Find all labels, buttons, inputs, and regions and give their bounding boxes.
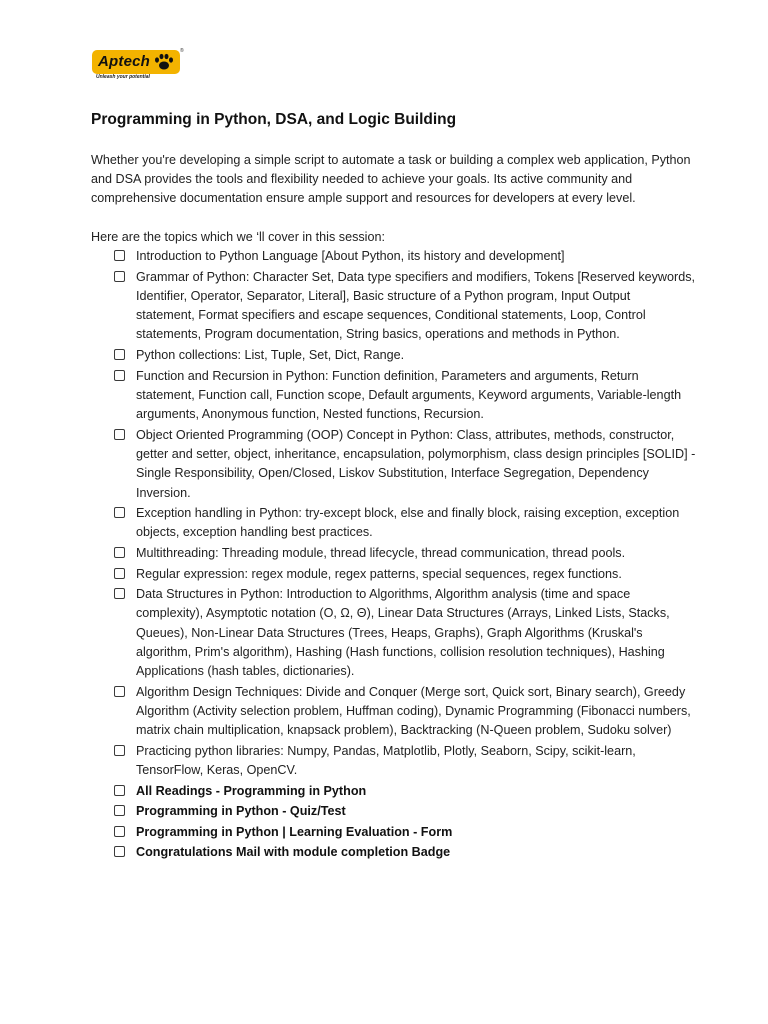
topic-text-line: statement, Function call, Function scope, Default arguments, Keyword arguments, Variable-length bbox=[136, 387, 682, 402]
topic-text-line: statements, Program documentation, String basics, operations and methods in Python. bbox=[136, 327, 620, 342]
checkbox-icon[interactable] bbox=[114, 429, 125, 440]
topic-text-line: Programming in Python - Quiz/Test bbox=[136, 804, 346, 819]
topic-text-line: TensorFlow, Keras, OpenCV. bbox=[136, 763, 298, 778]
topic-text-line: arguments, Anonymous function, Nested functions, Recursion. bbox=[136, 407, 484, 422]
checkbox-icon[interactable] bbox=[114, 588, 125, 599]
topic-item bbox=[114, 683, 754, 741]
topic-text-line: Object Oriented Programming (OOP) Concept in Python: Class, attributes, methods, constructor, bbox=[136, 427, 675, 442]
topic-item bbox=[114, 843, 754, 862]
topics-lead: Here are the topics which we ‘ll cover in this session: bbox=[91, 230, 385, 244]
topic-text-line: Regular expression: regex module, regex patterns, special sequences, regex functions. bbox=[136, 566, 622, 581]
checkbox-icon[interactable] bbox=[114, 805, 125, 816]
topic-text-line: Programming in Python | Learning Evaluation - Form bbox=[136, 824, 453, 839]
topic-text-line: Inversion. bbox=[136, 485, 191, 500]
topic-text-line: Function and Recursion in Python: Function definition, Parameters and arguments, Return bbox=[136, 368, 639, 383]
topic-item bbox=[114, 585, 754, 681]
checkbox-icon[interactable] bbox=[114, 686, 125, 697]
topic-item bbox=[114, 426, 754, 503]
topic-item bbox=[114, 802, 754, 821]
topic-text-line: Data Structures in Python: Introduction to Algorithms, Algorithm analysis (time and space bbox=[136, 587, 631, 602]
topic-text-line: Practicing python libraries: Numpy, Pandas, Matplotlib, Plotly, Seaborn, Scipy, scikit-learn, bbox=[136, 743, 636, 758]
logo-tagline: Unleash your potential bbox=[96, 74, 150, 80]
topics-checklist bbox=[114, 247, 754, 864]
checkbox-icon[interactable] bbox=[114, 846, 125, 857]
intro-paragraph bbox=[91, 151, 741, 208]
topic-text-line: Python collections: List, Tuple, Set, Dict, Range. bbox=[136, 347, 405, 362]
checkbox-icon[interactable] bbox=[114, 250, 125, 261]
topic-text-line: Algorithm (Activity selection problem, Huffman coding), Dynamic Programming (Fibonacci numbers, bbox=[136, 704, 691, 719]
checkbox-icon[interactable] bbox=[114, 507, 125, 518]
aptech-logo bbox=[90, 48, 186, 82]
topic-text-line: algorithm, Prim's algorithm), Hashing (Hash functions, collision resolution techniques), Hashing bbox=[136, 644, 665, 659]
topic-text-line: Applications (hash tables, dictionaries). bbox=[136, 664, 355, 679]
topic-item bbox=[114, 544, 754, 563]
topic-text-line: statement, Format specifiers and escape sequences, Conditional statements, Loop, Control bbox=[136, 308, 646, 323]
topic-item bbox=[114, 268, 754, 345]
checkbox-icon[interactable] bbox=[114, 547, 125, 558]
checkbox-icon[interactable] bbox=[114, 349, 125, 360]
topic-text-line: getter and setter, object, inheritance, encapsulation, polymorphism, class design principles [SOLID] - bbox=[136, 446, 696, 461]
topic-item bbox=[114, 367, 754, 425]
topic-text-line: matrix chain multiplication, knapsack problem), Backtracking (N-Queen problem, Sudoku solver) bbox=[136, 723, 672, 738]
intro-line: Whether you're developing a simple script to automate a task or building a complex web application, Python bbox=[91, 153, 691, 167]
topic-text-line: Queues), Non-Linear Data Structures (Trees, Heaps, Graphs), Graph Algorithms (Kruskal's bbox=[136, 625, 643, 640]
topic-item bbox=[114, 823, 754, 842]
topic-item bbox=[114, 346, 754, 365]
topic-text-line: Multithreading: Threading module, thread lifecycle, thread communication, thread pools. bbox=[136, 545, 626, 560]
topic-text-line: All Readings - Programming in Python bbox=[136, 783, 367, 798]
registered-mark: ® bbox=[180, 48, 184, 54]
topic-item bbox=[114, 782, 754, 801]
topic-text-line: complexity), Asymptotic notation (O, Ω, Θ), Linear Data Structures (Arrays, Linked Lists, Stacks, bbox=[136, 606, 670, 621]
checkbox-icon[interactable] bbox=[114, 568, 125, 579]
checkbox-icon[interactable] bbox=[114, 271, 125, 282]
topic-text-line: Introduction to Python Language [About Python, its history and development] bbox=[136, 249, 565, 263]
paw-icon bbox=[153, 53, 175, 71]
logo-brand-text: Aptech bbox=[98, 53, 151, 70]
intro-line: comprehensive documentation ensure ample support and resources for developers at every level. bbox=[91, 191, 636, 205]
checkbox-icon[interactable] bbox=[114, 785, 125, 796]
intro-line: and DSA provides the tools and flexibility needed to achieve your goals. Its active community and bbox=[91, 172, 633, 186]
topic-item bbox=[114, 504, 754, 543]
checkbox-icon[interactable] bbox=[114, 370, 125, 381]
topic-item bbox=[114, 565, 754, 584]
topic-text-line: Single Responsibility, Open/Closed, Liskov Substitution, Interface Segregation, Dependency bbox=[136, 466, 649, 481]
topic-text-line: objects, exception handling best practices. bbox=[136, 525, 373, 540]
topic-item bbox=[114, 247, 754, 266]
page-title: Programming in Python, DSA, and Logic Building bbox=[91, 111, 457, 128]
checkbox-icon[interactable] bbox=[114, 826, 125, 837]
topic-text-line: Grammar of Python: Character Set, Data type specifiers and modifiers, Tokens [Reserved keywords, bbox=[136, 269, 696, 284]
topic-item bbox=[114, 742, 754, 781]
topic-text-line: Congratulations Mail with module completion Badge bbox=[136, 845, 451, 860]
topic-text-line: Algorithm Design Techniques: Divide and Conquer (Merge sort, Quick sort, Binary search), Greedy bbox=[136, 684, 686, 699]
topic-text-line: Identifier, Operator, Separator, Literal], Basic structure of a Python program, Input Output bbox=[136, 288, 631, 303]
checkbox-icon[interactable] bbox=[114, 745, 125, 756]
topic-text-line: Exception handling in Python: try-except block, else and finally block, raising exception, exception bbox=[136, 506, 680, 521]
